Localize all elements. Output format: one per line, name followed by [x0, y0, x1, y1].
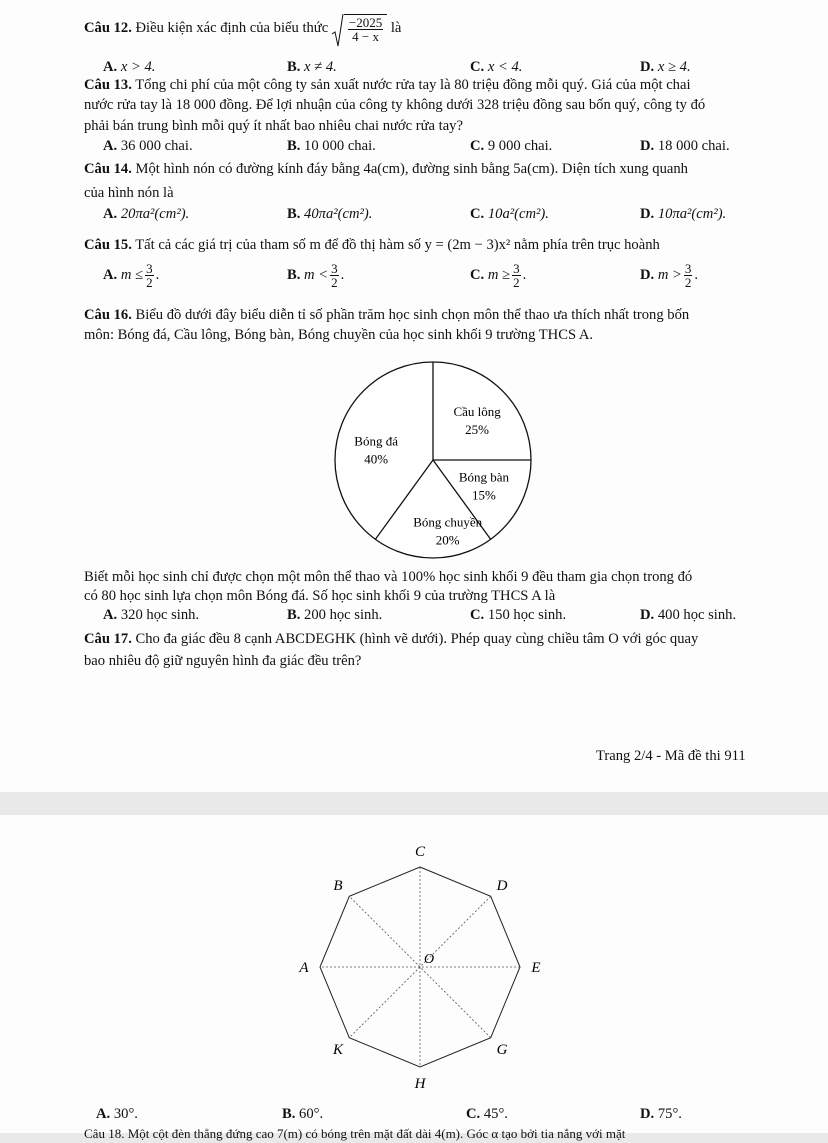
octagon-figure	[299, 844, 541, 1095]
q14-line-1: Câu 14. Một hình nón có đường kính đáy bằng 4a(cm), đường sinh bằng 5a(cm). Diện tích xung quanh	[84, 161, 688, 177]
q14-option-a[interactable]: A. 20πa²(cm²).	[103, 206, 190, 222]
q16-after-2: có 80 học sinh lựa chọn môn Bóng đá. Số học sinh khối 9 của trường THCS A là	[84, 588, 556, 604]
page-footer: Trang 2/4 - Mã đề thi 911	[596, 748, 746, 764]
q12-label: Câu 12.	[84, 19, 132, 36]
vertex-label: H	[414, 1076, 426, 1092]
exam-page-2	[0, 815, 828, 1141]
pie-slice-name: Bóng bàn	[458, 469, 510, 485]
vertex-label: E	[531, 960, 541, 976]
q12-tail: là	[390, 19, 402, 36]
q12-option-a[interactable]: A. x > 4.	[103, 59, 156, 75]
q15-stem: Câu 15. Tất cả các giá trị của tham số m để đồ thị hàm số y = (2m − 3)x² nằm phía trên trục hoành	[84, 237, 660, 253]
q12-stem	[84, 14, 401, 43]
pie-slice-percent: 20%	[435, 532, 460, 548]
q16-line-2: môn: Bóng đá, Cầu lông, Bóng bàn, Bóng chuyền của học sinh khối 9 trường THCS A.	[84, 327, 594, 343]
pie-chart	[318, 360, 548, 560]
pie-slice-name: Bóng đá	[354, 433, 399, 449]
q12-option-b[interactable]: B. x ≠ 4.	[287, 59, 337, 75]
q14-option-d[interactable]: D. 10πa²(cm²).	[640, 206, 727, 222]
q17-option-d[interactable]: D. 75°.	[640, 1106, 682, 1122]
pie-slice-percent: 40%	[364, 451, 389, 467]
vertex-label: D	[496, 877, 508, 894]
q12-sqrt	[332, 14, 387, 43]
vertex-label: G	[496, 1042, 508, 1059]
q16-option-a[interactable]: A. 320 học sinh.	[103, 607, 200, 623]
q12-num: −2025	[348, 15, 383, 30]
q15-option-c[interactable]: C. m ≥ $\frac{3}{2}$ .	[470, 261, 527, 290]
q13-option-a[interactable]: A. 36 000 chai.	[103, 138, 193, 154]
q17-option-a[interactable]: A. 30°.	[96, 1106, 138, 1122]
q17-line-1: Câu 17. Cho đa giác đều 8 cạnh ABCDEGHK (hình vẽ dưới). Phép quay cùng chiều tâm O với góc quay	[84, 631, 699, 647]
vertex-label: K	[332, 1042, 343, 1059]
radical-sign	[332, 14, 344, 48]
q16-option-b[interactable]: B. 200 học sinh.	[287, 607, 383, 623]
q17-line-2: bao nhiêu độ giữ nguyên hình đa giác đều trên?	[84, 653, 362, 669]
q13-line-3: phải bán trung bình mỗi quý ít nhất bao nhiêu chai nước rửa tay?	[84, 118, 463, 134]
q17-option-c[interactable]: C. 45°.	[466, 1106, 508, 1122]
q16-after-1: Biết mỗi học sinh chỉ được chọn một môn thể thao và 100% học sinh khối 9 đều tham gia chọn trong đó	[84, 569, 693, 585]
q16-option-c[interactable]: C. 150 học sinh.	[470, 607, 567, 623]
q12-option-c[interactable]: C. x < 4.	[470, 59, 523, 75]
vertex-label: C	[414, 844, 426, 860]
vertex-label: A	[299, 960, 309, 976]
q14-line-2: của hình nón là	[84, 185, 174, 201]
q15-option-b[interactable]: B. m < $\frac{3}{2}$ .	[287, 261, 345, 290]
q16-line-1: Câu 16. Biểu đồ dưới đây biểu diễn tỉ số phần trăm học sinh chọn môn thể thao ưa thích nhất trong bốn	[84, 307, 690, 323]
pie-slice-percent: 15%	[472, 487, 496, 503]
q14-option-b[interactable]: B. 40πa²(cm²).	[287, 206, 373, 222]
q15-option-d[interactable]: D. m > $\frac{3}{2}$ .	[640, 261, 699, 290]
q17-option-b[interactable]: B. 60°.	[282, 1106, 324, 1122]
pie-slice-name: Cầu lông	[453, 403, 501, 419]
center-label: O	[424, 952, 435, 967]
q12-option-d[interactable]: D. x ≥ 4.	[640, 59, 691, 75]
vertex-label: B	[333, 877, 343, 894]
octagon-diagonals	[320, 867, 520, 1067]
q12-den: 4 − x	[352, 29, 379, 44]
q13-option-d[interactable]: D. 18 000 chai.	[640, 138, 730, 154]
q13-option-b[interactable]: B. 10 000 chai.	[287, 138, 376, 154]
q12-text: Điều kiện xác định của biểu thức	[135, 19, 329, 36]
q16-option-d[interactable]: D. 400 học sinh.	[640, 607, 737, 623]
pie-slice-name: Bóng chuyền	[413, 514, 483, 530]
q15-option-a[interactable]: A. m ≤ $\frac{3}{2}$ .	[103, 261, 160, 290]
q13-option-c[interactable]: C. 9 000 chai.	[470, 138, 553, 154]
pie-slice-percent: 25%	[465, 421, 490, 437]
q18-partial: Câu 18. Một cột đèn thẳng đứng cao 7(m) có bóng trên mặt đất dài 4(m). Góc α tạo bởi tia nắng với mặt	[84, 1126, 626, 1141]
q13-line-2: nước rửa tay là 18 000 đồng. Để lợi nhuận của công ty không dưới 328 triệu đồng sau bốn quý, công ty đó	[84, 97, 706, 113]
q14-option-c[interactable]: C. 10a²(cm²).	[470, 206, 549, 222]
q13-line-1: Câu 13. Tổng chi phí của một công ty sản xuất nước rửa tay là 80 triệu đồng mỗi quý. Giá của một chai	[84, 77, 691, 93]
